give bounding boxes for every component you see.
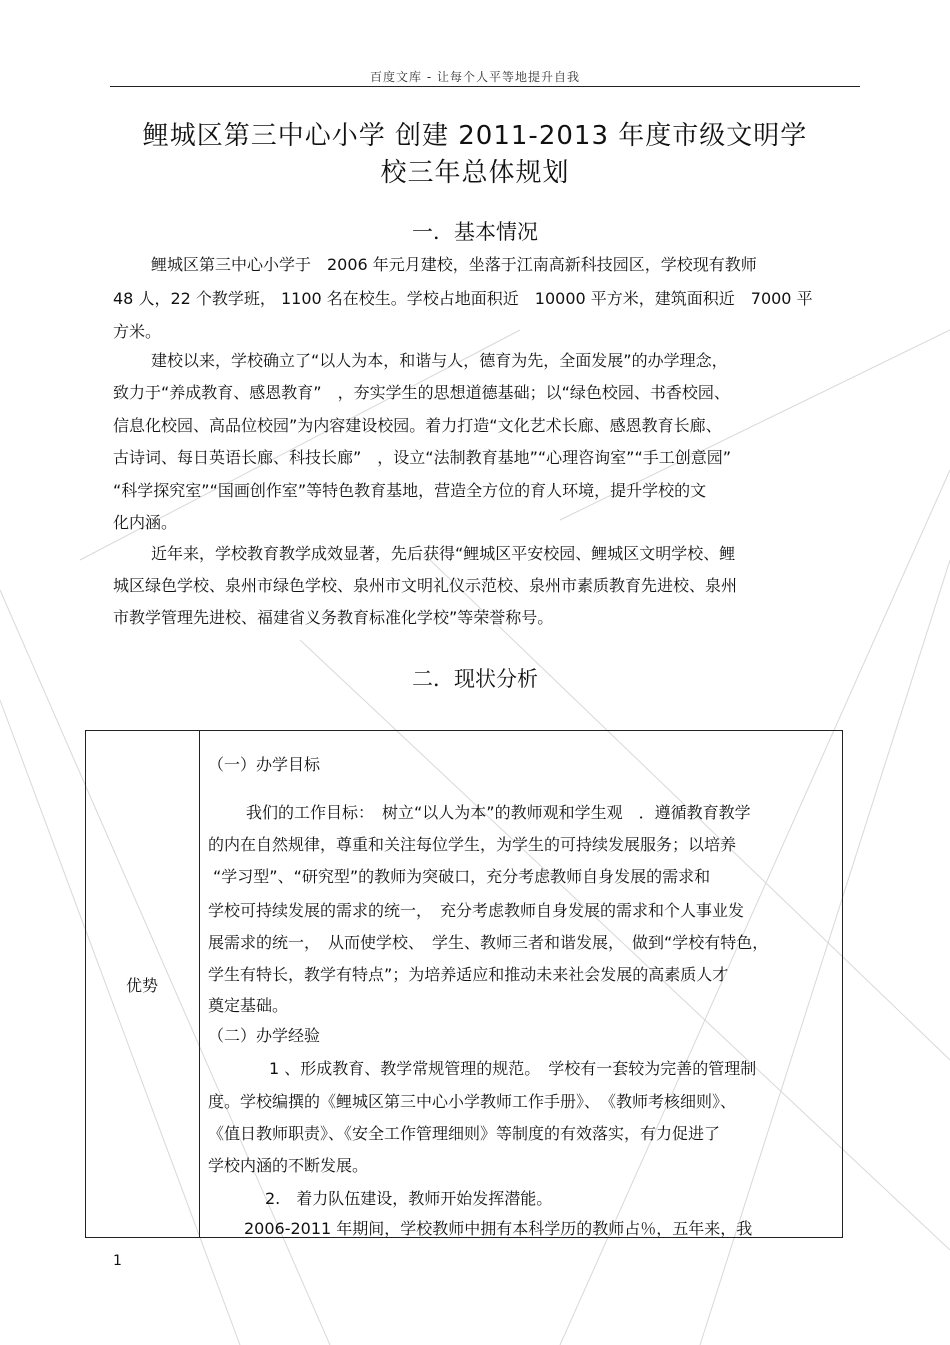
table-cell-line: （一）办学目标 bbox=[208, 755, 321, 774]
paragraph-line: 城区绿色学校、泉州市绿色学校、泉州市文明礼仪示范校、泉州市素质教育先进校、泉州 bbox=[113, 576, 738, 595]
paragraph-line: “科学探究室”“国画创作室”等特色教育基地，营造全方位的育人环境，提升学校的文 bbox=[113, 481, 707, 500]
table-cell-line: （二）办学经验 bbox=[208, 1026, 321, 1045]
section-heading-basic-info: 一．基本情况 bbox=[412, 220, 538, 244]
table-column-divider bbox=[199, 730, 200, 1238]
paragraph-line: 近年来，学校教育教学成效显著，先后获得“鲤城区平安校园、鲤城区文明学校、鲤 bbox=[151, 544, 736, 563]
paragraph-line: 建校以来，学校确立了“以人为本，和谐与人，德育为先，全面发展”的办学理念， bbox=[151, 351, 728, 370]
document-title-line-2: 校三年总体规划 bbox=[380, 158, 570, 188]
table-cell-line: 学校可持续发展的需求的统一， 充分考虑教师自身发展的需求和个人事业发 bbox=[208, 901, 745, 920]
page-number: 1 bbox=[113, 1253, 122, 1269]
paragraph-line: 古诗词、每日英语长廊、科技长廊” ，设立“法制教育基地”“心理咨询室”“手工创意园” bbox=[113, 448, 732, 467]
paragraph-line: 48 人，22 个教学班， 1100 名在校生。学校占地面积近 10000 平方米，建筑面积近 7000 平 bbox=[113, 289, 813, 308]
table-cell-line: 2. 着力队伍建设，教师开始发挥潜能。 bbox=[265, 1189, 553, 1208]
header-divider bbox=[110, 86, 860, 87]
table-cell-line: 学生有特长，教学有特点”；为培养适应和推动未来社会发展的高素质人才 bbox=[208, 965, 729, 984]
table-cell-line: 1 、形成教育、教学常规管理的规范。 学校有一套较为完善的管理制 bbox=[269, 1059, 757, 1078]
section-heading-status-analysis: 二．现状分析 bbox=[412, 667, 538, 691]
table-cell-line: 度。学校编撰的《鲤城区第三中心小学教师工作手册》、 《教师考核细则》、 bbox=[208, 1092, 737, 1111]
table-cell-line: 的内在自然规律，尊重和关注每位学生，为学生的可持续发展服务；以培养 bbox=[208, 835, 737, 854]
paragraph-line: 化内涵。 bbox=[113, 513, 178, 532]
page-header: 百度文库 - 让每个人平等地提升自我 bbox=[370, 70, 580, 84]
table-cell-line: 展需求的统一， 从而使学校、 学生、教师三者和谐发展， 做到“学校有特色， bbox=[208, 933, 769, 952]
paragraph-line: 市教学管理先进校、福建省义务教育标准化学校”等荣誉称号。 bbox=[113, 608, 554, 627]
document-title-line-1: 鲤城区第三中心小学 创建 2011-2013 年度市级文明学 bbox=[142, 121, 808, 151]
paragraph-line: 方米。 bbox=[113, 322, 162, 341]
table-cell-line: 奠定基础。 bbox=[208, 996, 289, 1015]
table-cell-line: “学习型”、“研究型”的教师为突破口，充分考虑教师自身发展的需求和 bbox=[213, 867, 711, 886]
paragraph-line: 致力于“养成教育、感恩教育” ，夯实学生的思想道德基础；以“绿色校园、书香校园、 bbox=[113, 383, 730, 402]
table-cell-line: 2006-2011 年期间，学校教师中拥有本科学历的教师占％，五年来，我 bbox=[244, 1219, 753, 1238]
table-cell-line: 《值日教师职责》、《安全工作管理细则》等制度的有效落实，有力促进了 bbox=[208, 1124, 721, 1143]
table-cell-line: 学校内涵的不断发展。 bbox=[208, 1156, 369, 1175]
paragraph-line: 信息化校园、高品位校园”为内容建设校园。着力打造“文化艺术长廊、感恩教育长廊、 bbox=[113, 416, 722, 435]
paragraph-line: 鲤城区第三中心小学于 2006 年元月建校，坐落于江南高新科技园区，学校现有教师 bbox=[151, 255, 757, 274]
table-row-label: 优势 bbox=[125, 976, 158, 995]
table-cell-line: 我们的工作目标： 树立“以人为本”的教师观和学生观 ．遵循教育教学 bbox=[246, 803, 751, 822]
